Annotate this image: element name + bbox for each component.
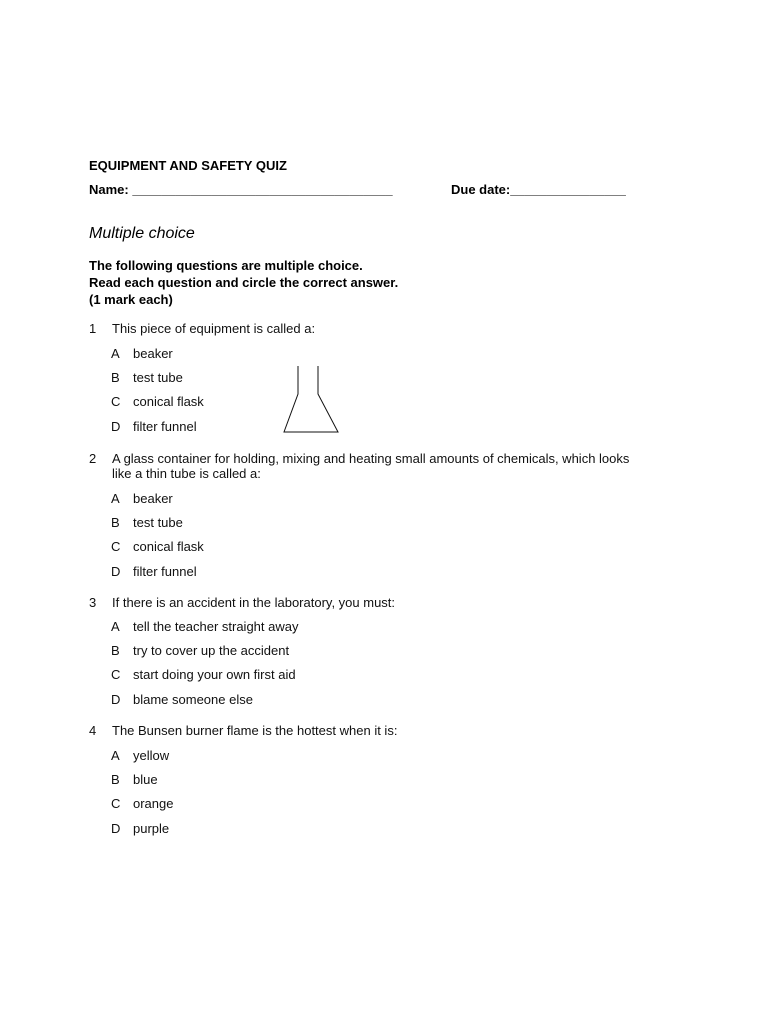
option-text: beaker bbox=[133, 491, 173, 506]
option-text: test tube bbox=[133, 370, 183, 385]
option-letter: D bbox=[111, 821, 121, 836]
question-number: 4 bbox=[89, 723, 97, 738]
option-letter: D bbox=[111, 419, 121, 434]
option-letter: A bbox=[111, 748, 120, 763]
conical-flask-icon bbox=[282, 364, 340, 436]
instruction-line: The following questions are multiple choice. bbox=[89, 258, 363, 273]
option-text: conical flask bbox=[133, 539, 204, 554]
question-text bbox=[112, 321, 315, 336]
option-letter: C bbox=[111, 796, 121, 811]
option-text: orange bbox=[133, 796, 174, 811]
option-text: blame someone else bbox=[133, 692, 253, 707]
due-date-field[interactable]: Due date:________________ bbox=[451, 182, 626, 197]
question-line: If there is an accident in the laboratory, you must: bbox=[112, 595, 396, 610]
option-text: blue bbox=[133, 772, 158, 787]
question-number: 3 bbox=[89, 595, 97, 610]
option-a[interactable] bbox=[111, 491, 173, 506]
option-text: test tube bbox=[133, 515, 183, 530]
option-c[interactable] bbox=[111, 394, 204, 409]
name-field[interactable]: Name: ____________________________________ bbox=[89, 182, 393, 197]
question-number: 2 bbox=[89, 451, 97, 466]
option-b[interactable] bbox=[111, 772, 158, 787]
option-d[interactable] bbox=[111, 419, 197, 434]
question-line: This piece of equipment is called a: bbox=[112, 321, 316, 336]
instruction-line: Read each question and circle the correct answer. bbox=[89, 275, 399, 290]
option-b[interactable] bbox=[111, 370, 183, 385]
instruction-line: (1 mark each) bbox=[89, 292, 173, 307]
option-text: try to cover up the accident bbox=[133, 643, 290, 658]
option-text: yellow bbox=[133, 748, 170, 763]
option-letter: D bbox=[111, 692, 121, 707]
option-letter: C bbox=[111, 667, 121, 682]
question-text bbox=[112, 723, 397, 738]
option-letter: A bbox=[111, 619, 120, 634]
option-letter: B bbox=[111, 643, 120, 658]
option-text: conical flask bbox=[133, 394, 204, 409]
question-text bbox=[112, 451, 629, 481]
option-letter: A bbox=[111, 491, 120, 506]
question-line: The Bunsen burner flame is the hottest when it is: bbox=[112, 723, 398, 738]
option-letter: A bbox=[111, 346, 120, 361]
option-text: filter funnel bbox=[133, 564, 197, 579]
section-heading: Multiple choice bbox=[89, 225, 195, 242]
question-line: A glass container for holding, mixing and heating small amounts of chemicals, which looks bbox=[112, 451, 630, 466]
option-b[interactable] bbox=[111, 515, 183, 530]
option-letter: B bbox=[111, 772, 120, 787]
option-letter: B bbox=[111, 370, 120, 385]
option-d[interactable] bbox=[111, 692, 253, 707]
option-text: start doing your own first aid bbox=[133, 667, 296, 682]
question-number: 1 bbox=[89, 321, 97, 336]
option-a[interactable] bbox=[111, 748, 169, 763]
option-c[interactable] bbox=[111, 667, 296, 682]
option-c[interactable] bbox=[111, 539, 204, 554]
option-text: tell the teacher straight away bbox=[133, 619, 299, 634]
quiz-title: EQUIPMENT AND SAFETY QUIZ bbox=[89, 158, 287, 173]
option-letter: C bbox=[111, 539, 121, 554]
instructions bbox=[89, 257, 398, 308]
option-letter: D bbox=[111, 564, 121, 579]
option-text: purple bbox=[133, 821, 170, 836]
option-letter: C bbox=[111, 394, 121, 409]
option-text: beaker bbox=[133, 346, 173, 361]
option-d[interactable] bbox=[111, 821, 169, 836]
option-letter: B bbox=[111, 515, 120, 530]
option-text: filter funnel bbox=[133, 419, 197, 434]
option-d[interactable] bbox=[111, 564, 197, 579]
option-a[interactable] bbox=[111, 619, 298, 634]
option-c[interactable] bbox=[111, 796, 173, 811]
option-a[interactable] bbox=[111, 346, 173, 361]
question-line: like a thin tube is called a: bbox=[112, 466, 261, 481]
option-b[interactable] bbox=[111, 643, 289, 658]
question-text bbox=[112, 595, 395, 610]
